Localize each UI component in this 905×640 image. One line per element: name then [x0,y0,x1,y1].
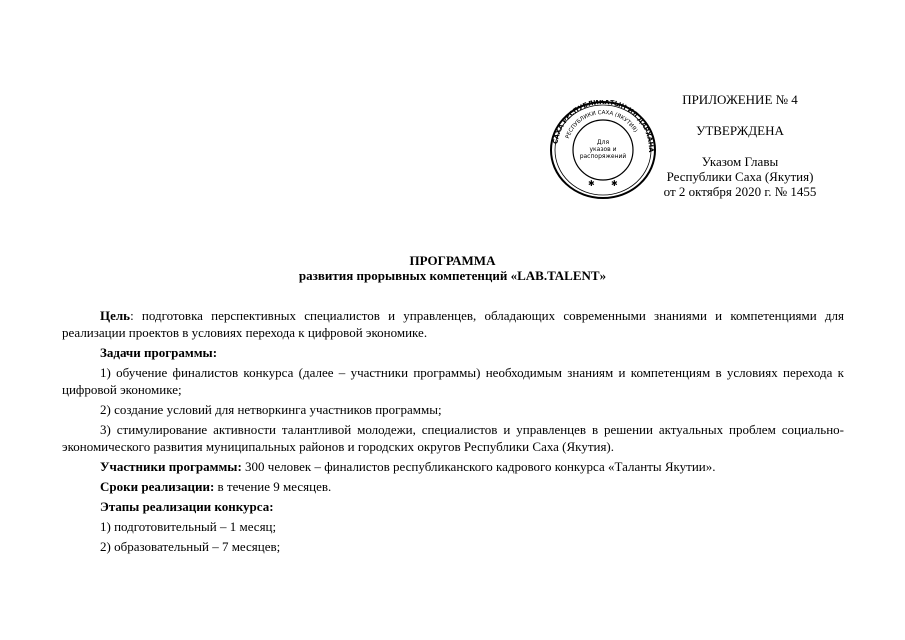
participants-label: Участники программы: [100,459,242,474]
appendix-number: ПРИЛОЖЕНИЕ № 4 [682,92,798,107]
participants-text: 300 человек – финалистов республиканского кадрового конкурса «Таланты Якутии». [241,459,716,474]
task-item-2: 2) создание условий для нетворкинга участников программы; [100,402,442,417]
document-title: ПРОГРАММА [409,253,496,268]
task-item-3: 3) стимулирование активности талантливой молодежи, специалистов и управленцев в решении актуальных проблем социально-экономического развития муниципальных районов и городских округов Республики Саха (Якутия). [62,422,844,454]
seal-center-line3: распоряжений [579,153,627,160]
seal-center-line2: указов и [589,146,617,153]
goal-label: Цель [100,308,131,323]
decree-line-2: Республики Саха (Якутия) [666,169,814,184]
seal-outer-text: САХА РЕСПУБЛИКАТЫН ИЛ ДАРХАНА [551,100,656,153]
document-subtitle: развития прорывных компетенций «LAB.TALENT» [298,268,607,283]
seal-inner-text: РЕСПУБЛИКИ САХА (ЯКУТИЯ) [564,109,639,140]
terms-label: Сроки реализации: [100,479,215,494]
svg-text:✱: ✱ [588,179,595,188]
stages-heading: Этапы реализации конкурса: [100,499,274,514]
stage-item-1: 1) подготовительный – 1 месяц; [100,519,277,534]
approval-block [640,92,840,199]
approved-label: УТВЕРЖДЕНА [696,123,784,138]
task-item-1: 1) обучение финалистов конкурса (далее – участники программы) необходимым знаниям и компетенциям в условиях перехода к цифровой экономике; [62,365,844,397]
decree-line-3: от 2 октября 2020 г. № 1455 [663,184,817,199]
seal-center-line1: Для [596,139,610,146]
terms-text: в течение 9 месяцев. [214,479,332,494]
document-body [62,307,844,558]
decree-line-1: Указом Главы [701,154,779,169]
terms-paragraph [62,478,844,495]
goal-text: : подготовка перспективных специалистов и управленцев, обладающих современными знаниями и компетенциями для реализации проектов в условиях перехода к цифровой экономике. [62,308,844,340]
goal-paragraph [62,307,844,341]
participants-paragraph [62,458,844,475]
tasks-heading: Задачи программы: [100,345,218,360]
svg-text:✱: ✱ [611,179,618,188]
stage-item-2: 2) образовательный – 7 месяцев; [100,539,281,554]
